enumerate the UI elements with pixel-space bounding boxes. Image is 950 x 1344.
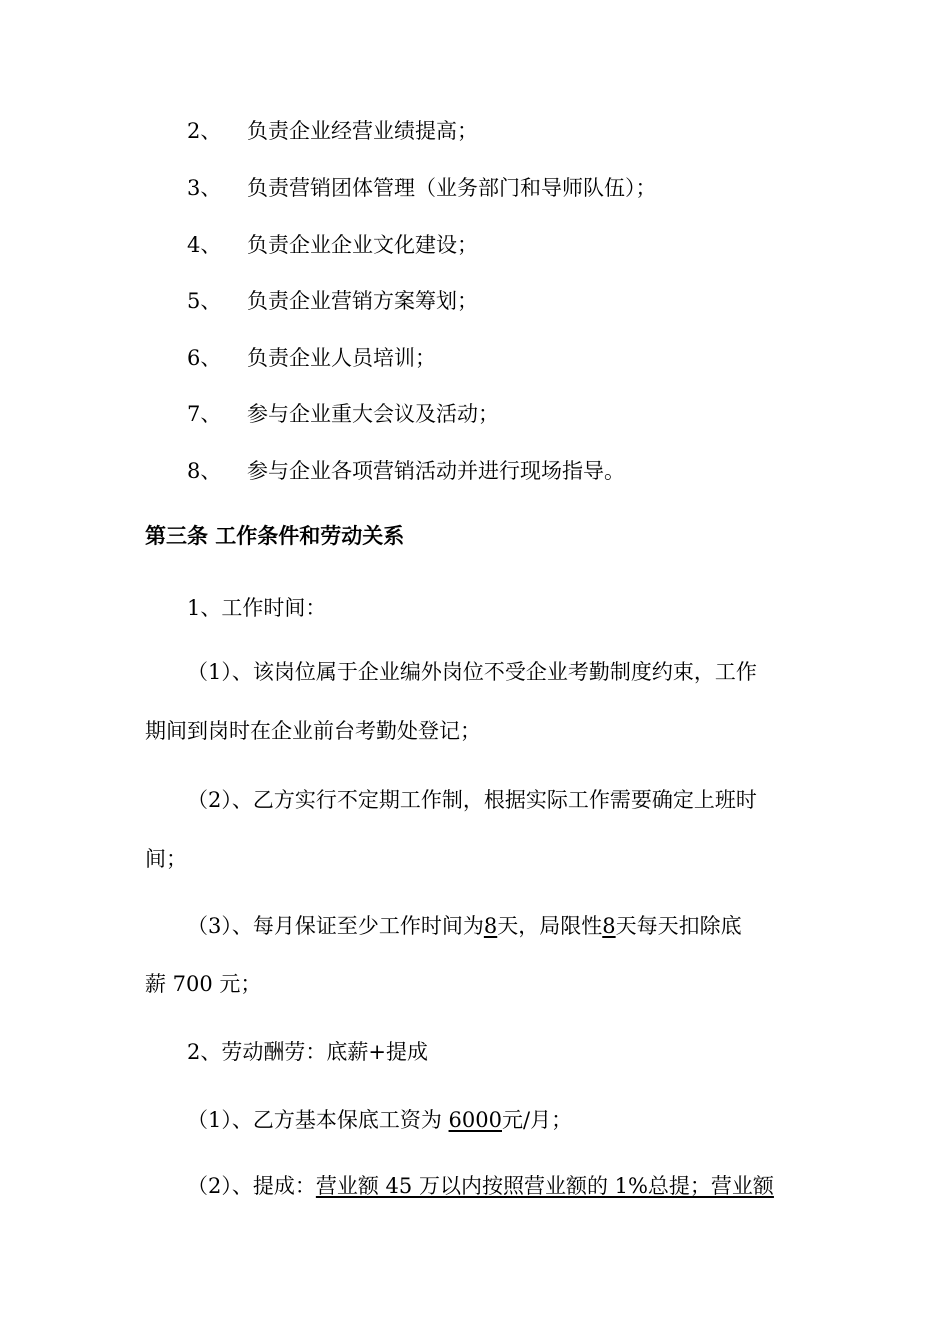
clause-text: （2）、提成：	[187, 1174, 316, 1198]
clause-text: 元/月；	[502, 1108, 573, 1132]
work-time-clause-3-line-1	[187, 912, 742, 940]
clause-text: 天，局限性	[497, 914, 603, 938]
duty-text: 负责企业企业文化建设；	[247, 233, 478, 257]
duty-text: 负责企业人员培训；	[247, 346, 436, 370]
duty-text: 参与企业重大会议及活动；	[247, 402, 499, 426]
duty-text: 负责营销团体管理（业务部门和导师队伍）；	[247, 176, 657, 200]
duty-number: 7、	[187, 402, 222, 426]
work-time-clause-2-line-2: 间；	[145, 847, 187, 871]
clause-text: 天每天扣除底	[615, 914, 742, 938]
work-time-clause-2-line-1: （2）、乙方实行不定期工作制，根据实际工作需要确定上班时	[187, 788, 757, 812]
commission-rule: 营业额 45 万以内按照营业额的 1%总提；营业额	[315, 1174, 774, 1198]
duty-number: 4、	[187, 233, 222, 257]
duty-text: 负责企业经营业绩提高；	[247, 119, 478, 143]
duty-number: 6、	[187, 346, 222, 370]
duty-number: 2、	[187, 119, 222, 143]
pay-clause-2	[187, 1172, 774, 1200]
duty-number: 5、	[187, 289, 222, 313]
base-salary-value: 6000	[448, 1108, 502, 1132]
clause-text: （3）、每月保证至少工作时间为	[187, 914, 484, 938]
deficit-days-value: 8	[602, 914, 616, 938]
duty-number: 3、	[187, 176, 222, 200]
min-days-value: 8	[483, 914, 498, 938]
clause-text: （1）、乙方基本保底工资为	[187, 1108, 449, 1132]
work-time-clause-3-line-2: 薪 700 元；	[145, 972, 262, 996]
work-time-clause-1-line-2: 期间到岗时在企业前台考勤处登记；	[145, 719, 481, 743]
duty-text: 参与企业各项营销活动并进行现场指导。	[247, 459, 625, 483]
pay-clause-1	[187, 1106, 572, 1134]
section-heading: 第三条 工作条件和劳动关系	[145, 524, 405, 548]
duty-text: 负责企业营销方案筹划；	[247, 289, 478, 313]
work-time-title: 1、工作时间：	[187, 596, 327, 620]
duty-number: 8、	[187, 459, 222, 483]
pay-title: 2、劳动酬劳：底薪+提成	[187, 1040, 428, 1064]
work-time-clause-1-line-1: （1）、该岗位属于企业编外岗位不受企业考勤制度约束，工作	[187, 660, 757, 684]
